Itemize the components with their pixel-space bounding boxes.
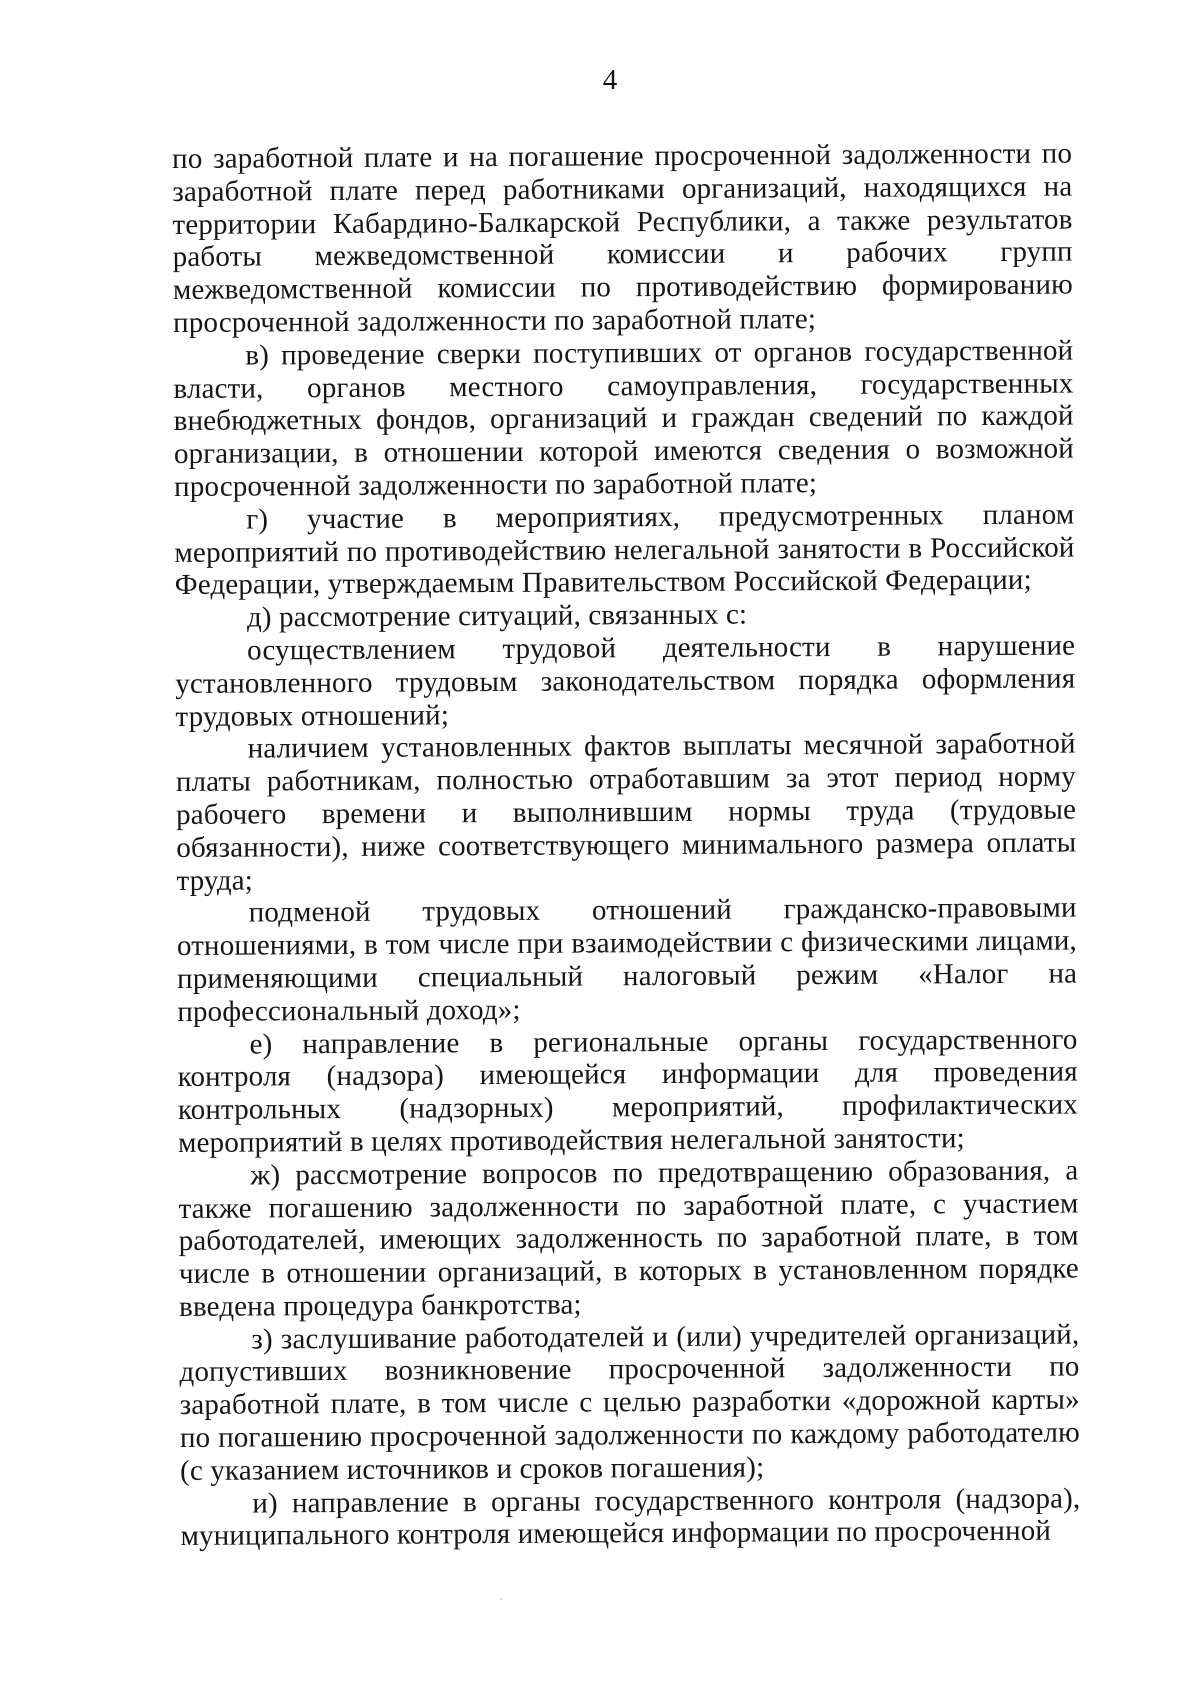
paragraph-item-e: е) направление в региональные органы государственного контроля (надзора) имеющейся информации для проведения контрольных (надзорных) мероприятий, профилактических мероприятий в целях противодействия нелегальной занятости;	[177, 1023, 1078, 1159]
paragraph-item-d-sub-3: подменой трудовых отношений гражданско-правовыми отношениями, в том числе при взаимодействии с физическими лицами, применяющими специальный налоговый режим «Налог на профессиональный доход»;	[176, 891, 1078, 1028]
paragraph-item-i: и) направление в органы государственного контроля (надзора), муниципального контроля имеющейся информации по просроченной	[180, 1482, 1081, 1553]
paragraph-item-zh: ж) рассмотрение вопросов по предотвращению образования, а также погашению задолженности по заработной плате, с участием работодателей, имеющих задолженность по заработной плате, в том числе в отношении организаций, в которых в установленном порядке введена процедура банкротства;	[178, 1154, 1079, 1323]
scan-speck	[500, 1598, 502, 1600]
paragraph-item-d: д) рассмотрение ситуаций, связанных с:	[246, 598, 748, 634]
paragraph-item-d-sub-1: осуществлением трудовой деятельности в нарушение установленного трудовым законодательством порядка оформления трудовых отношений;	[175, 629, 1076, 733]
paragraph-item-z: з) заслушивание работодателей и (или) учредителей организаций, допустивших возникновение просроченной задолженности по заработной плате, в том числе с целью разработки «дорожной карты» по погашению просроченной задолженности по каждому работодателю (с указанием источников и сроков погашения);	[179, 1318, 1080, 1487]
paragraph-item-g: г) участие в мероприятиях, предусмотренных планом мероприятий по противодействию нелегальной занятости в Российской Федерации, утверждаемым Правительством Российской Федерации;	[174, 498, 1075, 602]
paragraph-item-d-sub-2: наличием установленных фактов выплаты месячной заработной платы работникам, полностью отработавшим за этот период норму рабочего времени и выполнившим нормы труда (трудовые обязанности), ниже соответствующего минимального размера оплаты труда;	[175, 727, 1077, 897]
paragraph-continuation: по заработной плате и на погашение просроченной задолженности по заработной плате перед работниками организаций, находящихся на территории Кабардино-Балкарской Республики, а также результатов работы межведомственной комиссии и рабочих групп межведомственной комиссии по противодействию формированию просроченной задолженности по заработной плате;	[172, 137, 1073, 339]
page-number: 4	[602, 64, 618, 96]
paragraph-item-v: в) проведение сверки поступивших от органов государственной власти, органов местного самоуправления, государственных внебюджетных фондов, организаций и граждан сведений по каждой организации, в отношении которой имеются сведения о возможной просроченной задолженности по заработной плате;	[173, 334, 1074, 503]
document-body	[172, 138, 1081, 1554]
